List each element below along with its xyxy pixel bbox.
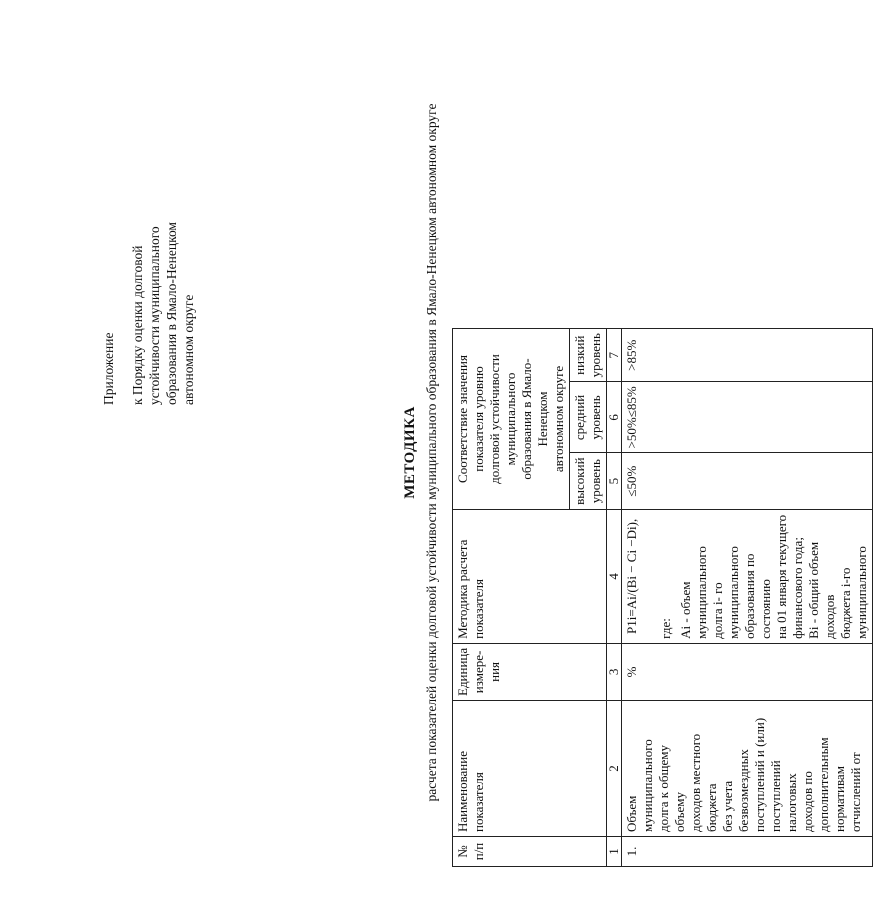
appendix-line: образования в Ямало-Ненецком [164,222,179,405]
column-number: 5 [607,453,622,509]
document-title: МЕТОДИКА [402,406,418,499]
header-high: высокий уровень [570,453,607,509]
row-formula: P1i=Ai/(Bi − Ci −Di), [624,518,639,634]
header-unit: Единица измере- ния [453,643,607,700]
table-row [622,329,873,867]
header-compliance: Соответствие значения показателя уровню долговой устойчивости муниципального образования в Ямало-Ненецком автономном округе [453,329,570,510]
column-number: 3 [607,643,622,700]
column-number: 4 [607,509,622,643]
row-unit: % [622,643,873,700]
row-high: ≤50% [622,453,873,509]
header-name: Наименование показателя [453,701,607,837]
column-number: 1 [607,837,622,867]
indicators-table [452,328,873,867]
row-num: 1. [622,837,873,867]
document-subtitle: расчета показателей оценки долговой устойчивости муниципального образования в Ямало-Ненецком автономном округе [424,103,439,802]
column-number: 2 [607,701,622,837]
appendix-line: устойчивости муниципального [147,226,162,405]
header-method: Методика расчета показателя [453,509,607,643]
row-method: P1i=Ai/(Bi − Ci −Di), где: Ai - объем муниципального долга i- го муниципального образования по состоянию на 01 января текущего финансового года; Bi - общий объем доходов бюджета i-го муниципального [622,509,873,643]
column-number: 7 [607,329,622,382]
header-low: низкий уровень [570,329,607,382]
appendix-line: автономном округе [181,294,196,405]
header-num: № п/п [453,837,607,867]
row-name: Объем муниципального долга к общему объему доходов местного бюджета без учета безвозмездных поступлений и (или) поступлений налоговых доходов по дополнительным нормативам отчислений от [622,701,873,837]
appendix-line: к Порядку оценки долговой [130,245,145,405]
appendix-title: Приложение [101,332,116,405]
column-number: 6 [607,382,622,453]
row-medium: >50%≤85% [622,382,873,453]
column-number-row [607,329,622,867]
appendix-block [100,65,197,405]
header-row-1 [453,329,570,867]
row-low: >85% [622,329,873,382]
header-medium: средний уровень [570,382,607,453]
